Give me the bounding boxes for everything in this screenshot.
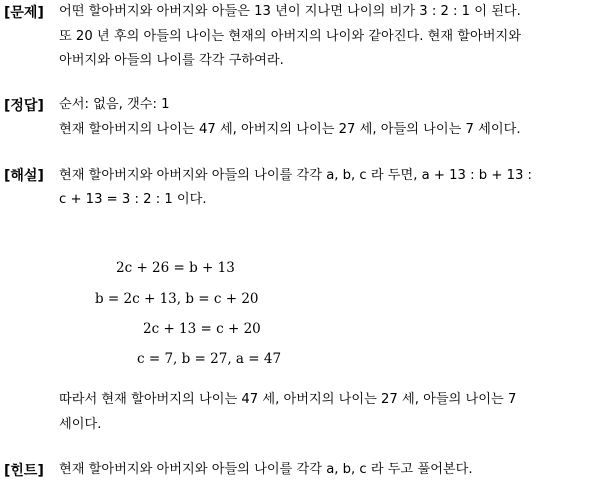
problem-line-3: 아버지와 아들의 나이를 각각 구하여라. [59,53,284,68]
solution-label: [해설] [4,168,44,184]
problem-line-1: 어떤 할아버지와 아버지와 아들은 13 년이 지나면 나이의 비가 3 : 2 : 1 이 된다. [59,4,521,19]
answer-order-count: 순서: 없음, 갯수: 1 [59,97,170,112]
hint-line-1: 현재 할아버지와 아버지와 아들의 나이를 각각 a, b, c 라 두고 풀어본다. [59,462,473,477]
equation-4: c = 7, b = 27, a = 47 [137,351,282,367]
conclusion-line-1: 따라서 현재 할아버지의 나이는 47 세, 아버지의 나이는 27 세, 아들의 나이는 7 [59,392,517,407]
problem-line-2: 또 20 년 후의 아들의 나이는 현재의 아버지의 나이와 같아진다. 현재 할아버지와 [59,29,521,44]
hint-label: [힌트] [4,463,44,479]
problem-label: [문제] [4,5,44,21]
equation-3: 2c + 13 = c + 20 [143,321,261,337]
answer-label: [정답] [4,98,44,114]
answer-statement: 현재 할아버지의 나이는 47 세, 아버지의 나이는 27 세, 아들의 나이는 7 세이다. [59,122,521,137]
equation-2: b = 2c + 13, b = c + 20 [95,291,259,307]
equation-1: 2c + 26 = b + 13 [116,260,235,276]
solution-line-1: 현재 할아버지와 아버지와 아들의 나이를 각각 a, b, c 라 두면, a + 13 : b + 13 : [59,168,532,183]
conclusion-line-2: 세이다. [59,417,102,432]
solution-line-2: c + 13 = 3 : 2 : 1 이다. [59,192,207,207]
